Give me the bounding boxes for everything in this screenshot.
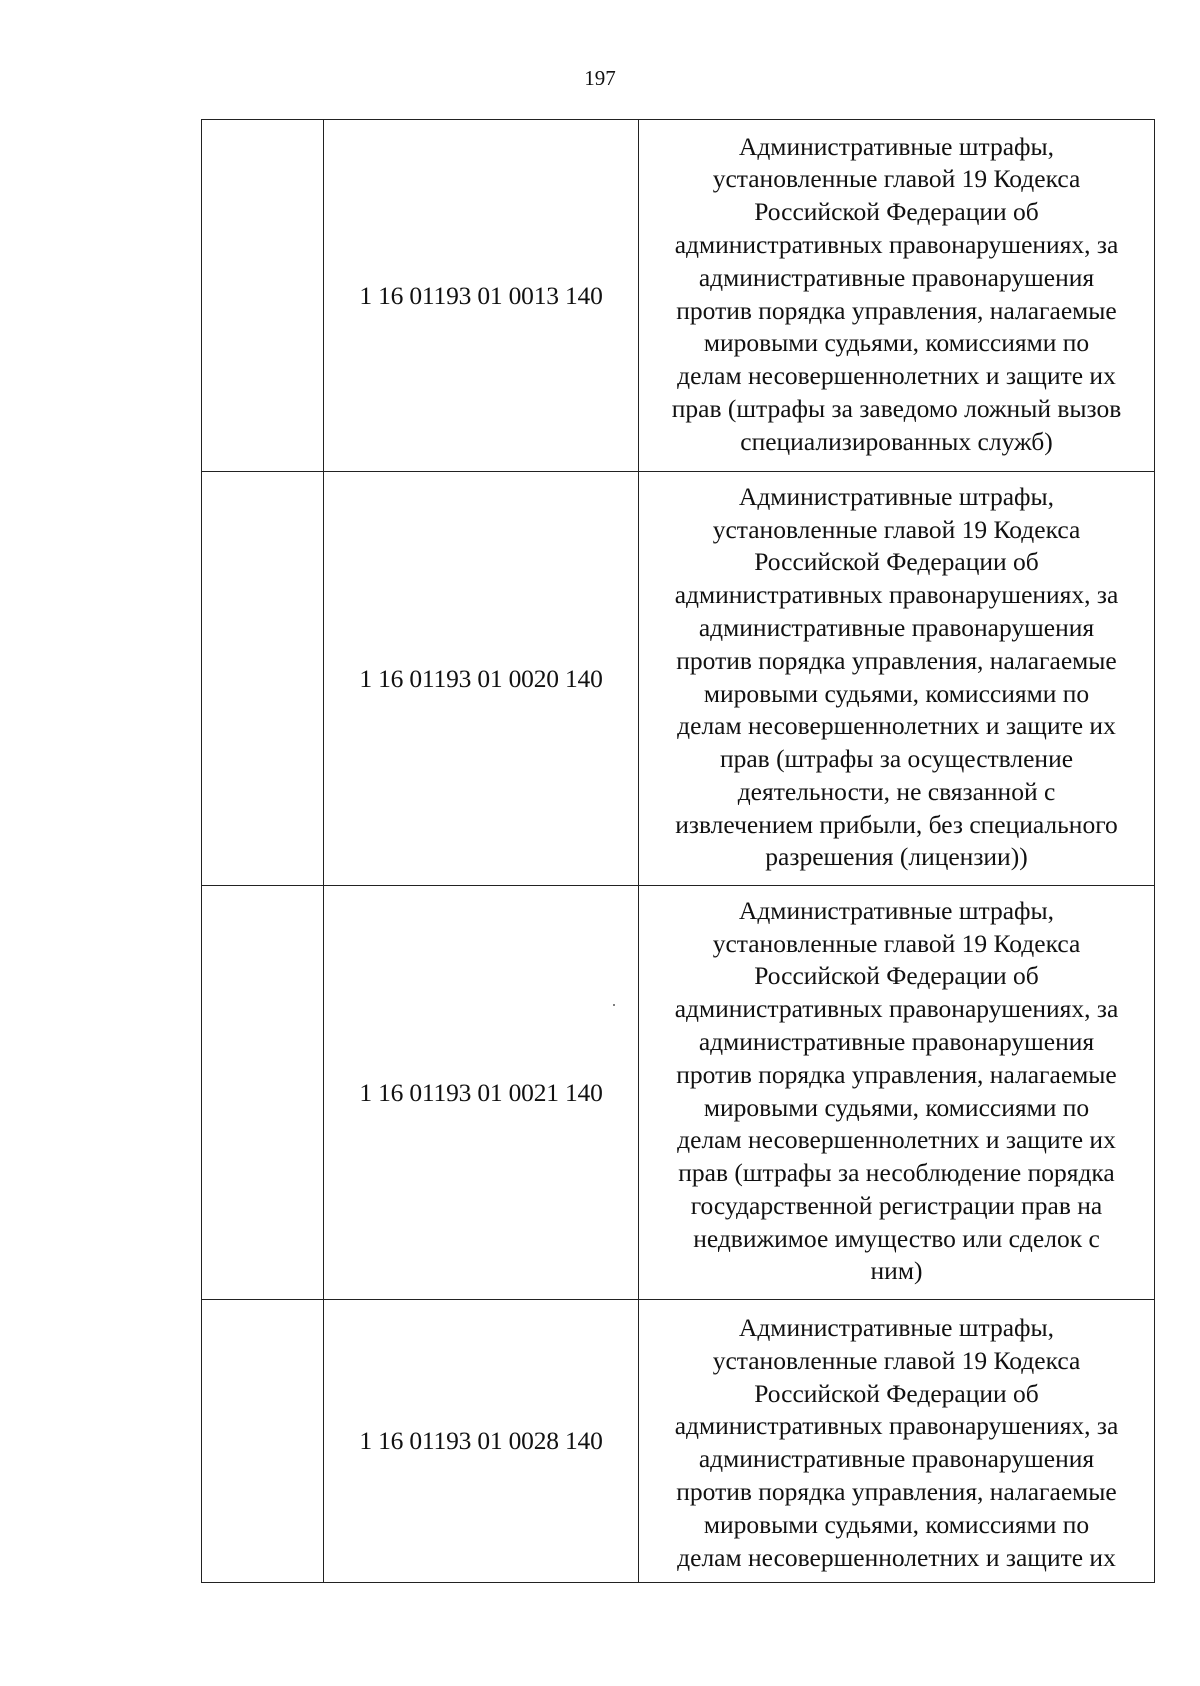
description-cell [639,472,1155,886]
description-line: административных правонарушениях, за [674,580,1119,610]
table-row [202,472,1155,886]
table-row [202,1300,1155,1583]
description-line: административные правонарушения [698,1026,1095,1056]
description-line: делам несовершеннолетних и защите их [677,361,1116,391]
description-line: мировыми судьями, комиссиями по [703,1509,1090,1539]
description-line: административные правонарушения [698,1444,1095,1474]
empty-cell [202,120,324,472]
empty-cell [202,886,324,1300]
page-number: 197 [584,66,616,90]
description-line: административные правонарушения [698,612,1095,642]
description-line: установленные главой 19 Кодекса [712,1345,1081,1375]
description-line: Российской Федерации об [754,961,1039,991]
description-line: административных правонарушениях, за [674,229,1119,259]
description-line: прав (штрафы за заведомо ложный вызов [671,393,1122,423]
empty-cell [202,1300,324,1583]
description-line: специализированных служб) [740,426,1053,456]
code-cell: 1 16 01193 01 0013 140 [324,120,639,472]
description-line: делам несовершеннолетних и защите их [677,711,1116,741]
description-line: административных правонарушениях, за [674,1411,1119,1441]
description-cell [639,886,1155,1300]
description-line: Российской Федерации об [754,197,1039,227]
description-line: мировыми судьями, комиссиями по [703,328,1090,358]
description-line: административные правонарушения [698,262,1095,292]
empty-cell [202,472,324,886]
table-row [202,886,1155,1300]
table-row [202,120,1155,472]
description-line: делам несовершеннолетних и защите их [677,1125,1116,1155]
description-line: разрешения (лицензии)) [765,842,1028,872]
description-line: против порядка управления, налагаемые [676,1059,1117,1089]
code-cell: 1 16 01193 01 0028 140 [324,1300,639,1583]
description-line: деятельности, не связанной с [737,776,1056,806]
description-line: Российской Федерации об [754,547,1039,577]
description-line: административных правонарушениях, за [674,994,1119,1024]
code-cell: 1 16 01193 01 0020 140 [324,472,639,886]
description-line: Административные штрафы, [738,131,1055,161]
description-line: мировыми судьями, комиссиями по [703,1092,1090,1122]
description-line: против порядка управления, налагаемые [676,645,1117,675]
code-cell: 1 16 01193 01 0021 140 [324,886,639,1300]
description-line: прав (штрафы за осуществление [719,744,1074,774]
description-cell [639,120,1155,472]
description-line: извлечением прибыли, без специального [675,809,1118,839]
description-line: Административные штрафы, [738,481,1055,511]
description-line: прав (штрафы за несоблюдение порядка [678,1158,1115,1188]
description-line: Российской Федерации об [754,1378,1039,1408]
budget-classification-table [201,119,1155,1583]
description-line: недвижимое имущество или сделок с [693,1223,1100,1253]
description-line: государственной регистрации прав на [690,1190,1103,1220]
description-line: ним) [870,1256,923,1286]
description-cell [639,1300,1155,1583]
description-line: установленные главой 19 Кодекса [712,514,1081,544]
description-line: Административные штрафы, [738,1313,1055,1342]
scan-speck [613,1004,615,1006]
description-line: установленные главой 19 Кодекса [712,164,1081,194]
description-line: Административные штрафы, [738,895,1055,925]
description-line: против порядка управления, налагаемые [676,1476,1117,1506]
description-line: делам несовершеннолетних и защите их [677,1542,1116,1572]
description-line: мировыми судьями, комиссиями по [703,678,1090,708]
description-line: против порядка управления, налагаемые [676,295,1117,325]
description-line: установленные главой 19 Кодекса [712,928,1081,958]
